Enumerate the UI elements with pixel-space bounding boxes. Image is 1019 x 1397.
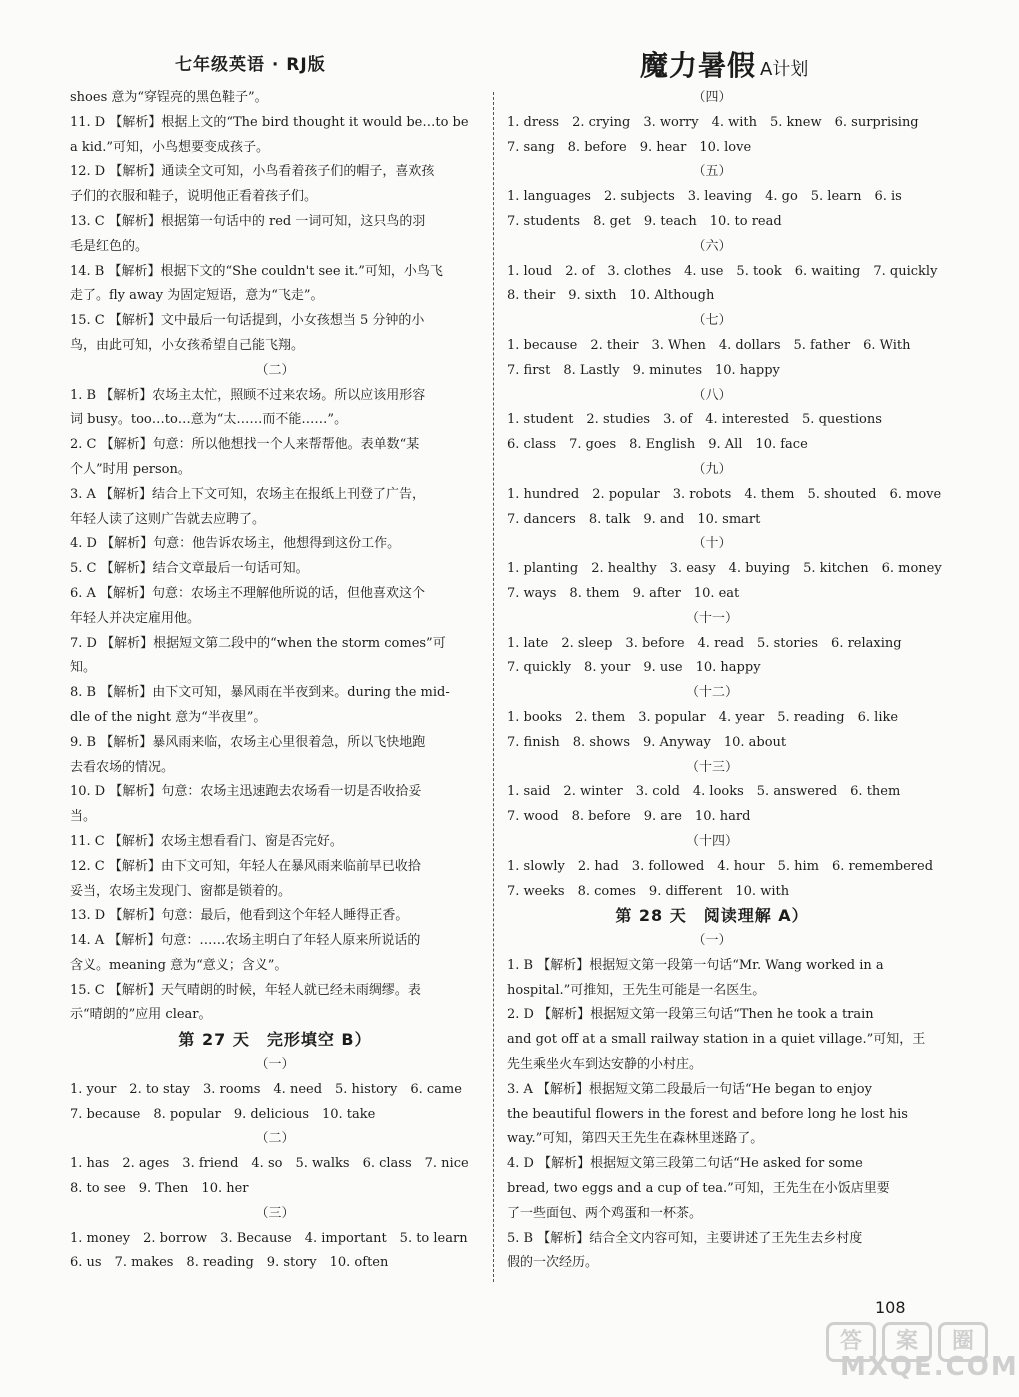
answer-line: 11. D 【解析】根据上文的“The bird thought it would be…to be [70, 114, 469, 130]
answer-line: 13. C 【解析】根据第一句话中的 red 一词可知，这只鸟的羽 [70, 213, 426, 229]
answer-line: 7. because 8. popular 9. delicious 10. take [70, 1106, 376, 1122]
answer-line: 9. B 【解析】暴风雨来临，农场主心里很着急，所以飞快地跑 [70, 734, 426, 750]
answer-line: 走了。fly away 为固定短语，意为“飞走”。 [70, 288, 324, 304]
subsection-heading: （十四） [685, 833, 738, 849]
answer-line: 7. first 8. Lastly 9. minutes 10. happy [507, 362, 780, 378]
subsection-heading: （九） [692, 461, 732, 477]
answer-line: 5. C 【解析】结合文章最后一句话可知。 [70, 561, 309, 577]
answer-line: 7. weeks 8. comes 9. different 10. with [507, 883, 790, 899]
answer-line: 8. to see 9. Then 10. her [70, 1181, 249, 1197]
answer-line: 1. student 2. studies 3. of 4. interested 5. questions [507, 412, 882, 428]
answer-line: 7. D 【解析】根据短文第二段中的“when the storm comes”可 [70, 635, 446, 651]
subsection-heading: （七） [692, 313, 732, 329]
subsection-heading: （四） [692, 90, 732, 105]
answer-line: 假的一次经历。 [507, 1255, 599, 1271]
subsection-heading: （三） [255, 1205, 295, 1221]
subsection-heading: （六） [692, 238, 732, 254]
answer-line: 1. books 2. them 3. popular 4. year 5. reading 6. like [507, 709, 899, 725]
subsection-heading: （十二） [685, 685, 738, 701]
right-column [507, 86, 942, 1276]
answer-line: 8. their 9. sixth 10. Although [507, 288, 715, 304]
answer-line: 2. C 【解析】句意：所以他想找一个人来帮帮他。表单数“某 [70, 437, 420, 453]
column-divider [493, 92, 494, 1282]
answer-line: 含义。meaning 意为“意义；含义”。 [70, 957, 288, 973]
subsection-heading: （五） [692, 164, 732, 180]
answer-line: 妥当，农场主发现门、窗都是锁着的。 [70, 883, 292, 899]
answer-line: 7. quickly 8. your 9. use 10. happy [507, 660, 761, 676]
page-header [0, 48, 1000, 88]
answer-line: 1. hundred 2. popular 3. robots 4. them 5. shouted 6. move [507, 486, 942, 502]
answer-line: 7. ways 8. them 9. after 10. eat [507, 585, 740, 601]
answer-line: 了一些面包、两个鸡蛋和一杯茶。 [507, 1205, 703, 1221]
watermark-text: MXQE.COM [840, 1352, 1019, 1382]
brand-subtitle: A计划 [760, 59, 809, 80]
answer-line: 5. B 【解析】结合全文内容可知，主要讲述了王先生去乡村度 [507, 1230, 863, 1246]
watermark-glyph: 答 [826, 1322, 876, 1362]
answer-line: a kid.”可知，小鸟想要变成孩子。 [70, 139, 270, 155]
answer-line: 去看农场的情况。 [70, 759, 175, 775]
book-title: 七年级英语 · RJ版 [175, 55, 326, 75]
answer-line: bread, two eggs and a cup of tea.”可知，王先生在小饭店里要 [507, 1181, 890, 1197]
watermark-glyph: 案 [882, 1322, 932, 1362]
answer-line: 1. late 2. sleep 3. before 4. read 5. stories 6. relaxing [507, 635, 902, 651]
subsection-heading: （二） [255, 1131, 295, 1147]
answer-line: 1. because 2. their 3. When 4. dollars 5. father 6. With [507, 337, 911, 353]
answer-line: 年轻人读了这则广告就去应聘了。 [70, 511, 266, 527]
subsection-heading: （一） [255, 1057, 295, 1073]
answer-line: 14. A 【解析】句意：……农场主明白了年轻人原来所说话的 [70, 933, 421, 949]
answer-line: 1. languages 2. subjects 3. leaving 4. go 5. learn 6. is [507, 189, 902, 205]
answer-line: 年轻人并决定雇用他。 [70, 610, 201, 626]
answer-line: 1. B 【解析】根据短文第一段第一句话“Mr. Wang worked in a [507, 957, 884, 973]
subsection-heading: （十一） [685, 610, 738, 626]
subsection-heading: （一） [692, 933, 732, 949]
answer-line: 1. loud 2. of 3. clothes 4. use 5. took 6. waiting 7. quickly [507, 263, 938, 279]
answer-line: 1. has 2. ages 3. friend 4. so 5. walks 6. class 7. nice [70, 1156, 469, 1172]
subsection-heading: （十） [692, 536, 732, 552]
answer-line: shoes 意为“穿锃亮的黑色鞋子”。 [70, 90, 268, 105]
answer-line: the beautiful flowers in the forest and before long he lost his [507, 1106, 908, 1122]
answer-line: 词 busy。too…to…意为“太……而不能……”。 [70, 412, 348, 428]
answer-line: 4. D 【解析】句意：他告诉农场主，他想得到这份工作。 [70, 536, 401, 552]
answer-line: 12. D 【解析】通读全文可知，小鸟看着孩子们的帽子，喜欢孩 [70, 164, 435, 180]
brand-logo [640, 44, 808, 84]
answer-line: 1. planting 2. healthy 3. easy 4. buying 5. kitchen 6. money [507, 561, 942, 577]
answer-line: 7. dancers 8. talk 9. and 10. smart [507, 511, 761, 527]
answer-line: 知。 [70, 660, 97, 676]
answer-line: dle of the night 意为“半夜里”。 [70, 709, 267, 725]
section-title: 第 28 天 阅读理解 A） [615, 906, 809, 926]
answer-line: 1. slowly 2. had 3. followed 4. hour 5. him 6. remembered [507, 858, 934, 874]
answer-line: 14. B 【解析】根据下文的“She couldn't see it.”可知，小鸟飞 [70, 263, 443, 279]
subsection-heading: （八） [692, 387, 732, 403]
answer-line: 7. sang 8. before 9. hear 10. love [507, 139, 752, 155]
answer-line: 1. your 2. to stay 3. rooms 4. need 5. history 6. came [70, 1081, 462, 1097]
answer-line: 6. A 【解析】句意：农场主不理解他所说的话，但他喜欢这个 [70, 585, 426, 601]
answer-line: 7. wood 8. before 9. are 10. hard [507, 809, 751, 825]
brand-name: 魔力暑假 [640, 49, 757, 82]
answer-line: 示“晴朗的”应用 clear。 [70, 1007, 212, 1023]
answer-line: hospital.”可推知，王先生可能是一名医生。 [507, 982, 766, 998]
answer-line: 当。 [70, 809, 97, 825]
answer-line: 先生乘坐火车到达安静的小村庄。 [507, 1057, 703, 1073]
page-number: 108 [875, 1298, 906, 1317]
answer-line: 6. us 7. makes 8. reading 9. story 10. often [70, 1255, 389, 1271]
answer-line: 4. D 【解析】根据短文第三段第二句话“He asked for some [507, 1156, 863, 1172]
answer-line: 2. D 【解析】根据短文第一段第三句话“Then he took a train [507, 1007, 874, 1023]
answer-line: 1. said 2. winter 3. cold 4. looks 5. answered 6. them [507, 784, 901, 800]
answer-line: 7. finish 8. shows 9. Anyway 10. about [507, 734, 787, 750]
answer-line: 6. class 7. goes 8. English 9. All 10. face [507, 437, 808, 453]
left-column [70, 86, 480, 1276]
answer-line: 毛是红色的。 [70, 238, 149, 254]
answer-line: 15. C 【解析】天气晴朗的时候，年轻人就已经未雨绸缪。表 [70, 982, 421, 998]
answer-line: 3. A 【解析】结合上下文可知，农场主在报纸上刊登了广告， [70, 486, 426, 502]
answer-line: 11. C 【解析】农场主想看看门、窗是否完好。 [70, 833, 343, 849]
subsection-heading: （二） [255, 362, 295, 378]
answer-line: and got off at a small railway station in a quiet village.”可知，王 [507, 1032, 926, 1048]
answer-line: 13. D 【解析】句意：最后，他看到这个年轻人睡得正香。 [70, 908, 409, 924]
watermark-glyph: 圈 [938, 1322, 988, 1362]
section-title: 第 27 天 完形填空 B） [178, 1030, 372, 1050]
answer-line: 8. B 【解析】由下文可知，暴风雨在半夜到来。during the mid- [70, 685, 450, 701]
answer-line: 7. students 8. get 9. teach 10. to read [507, 213, 782, 229]
answer-line: 1. dress 2. crying 3. worry 4. with 5. knew 6. surprising [507, 114, 919, 130]
answer-line: 1. B 【解析】农场主太忙，照顾不过来农场。所以应该用形容 [70, 387, 426, 403]
answer-line: 10. D 【解析】句意：农场主迅速跑去农场看一切是否收拾妥 [70, 784, 422, 800]
answer-line: 15. C 【解析】文中最后一句话提到，小女孩想当 5 分钟的小 [70, 313, 425, 329]
answer-line: 12. C 【解析】由下文可知，年轻人在暴风雨来临前早已收拾 [70, 858, 421, 874]
answer-line: way.”可知，第四天王先生在森林里迷路了。 [507, 1131, 764, 1147]
answer-line: 个人”时用 person。 [70, 461, 191, 477]
answer-line: 鸟，由此可知，小女孩希望自己能飞翔。 [70, 337, 305, 353]
answer-line: 1. money 2. borrow 3. Because 4. important 5. to learn [70, 1230, 468, 1246]
subsection-heading: （十三） [685, 759, 738, 775]
answer-line: 3. A 【解析】根据短文第二段最后一句话“He began to enjoy [507, 1081, 872, 1097]
answer-line: 子们的衣服和鞋子，说明他正看着孩子们。 [70, 189, 318, 205]
